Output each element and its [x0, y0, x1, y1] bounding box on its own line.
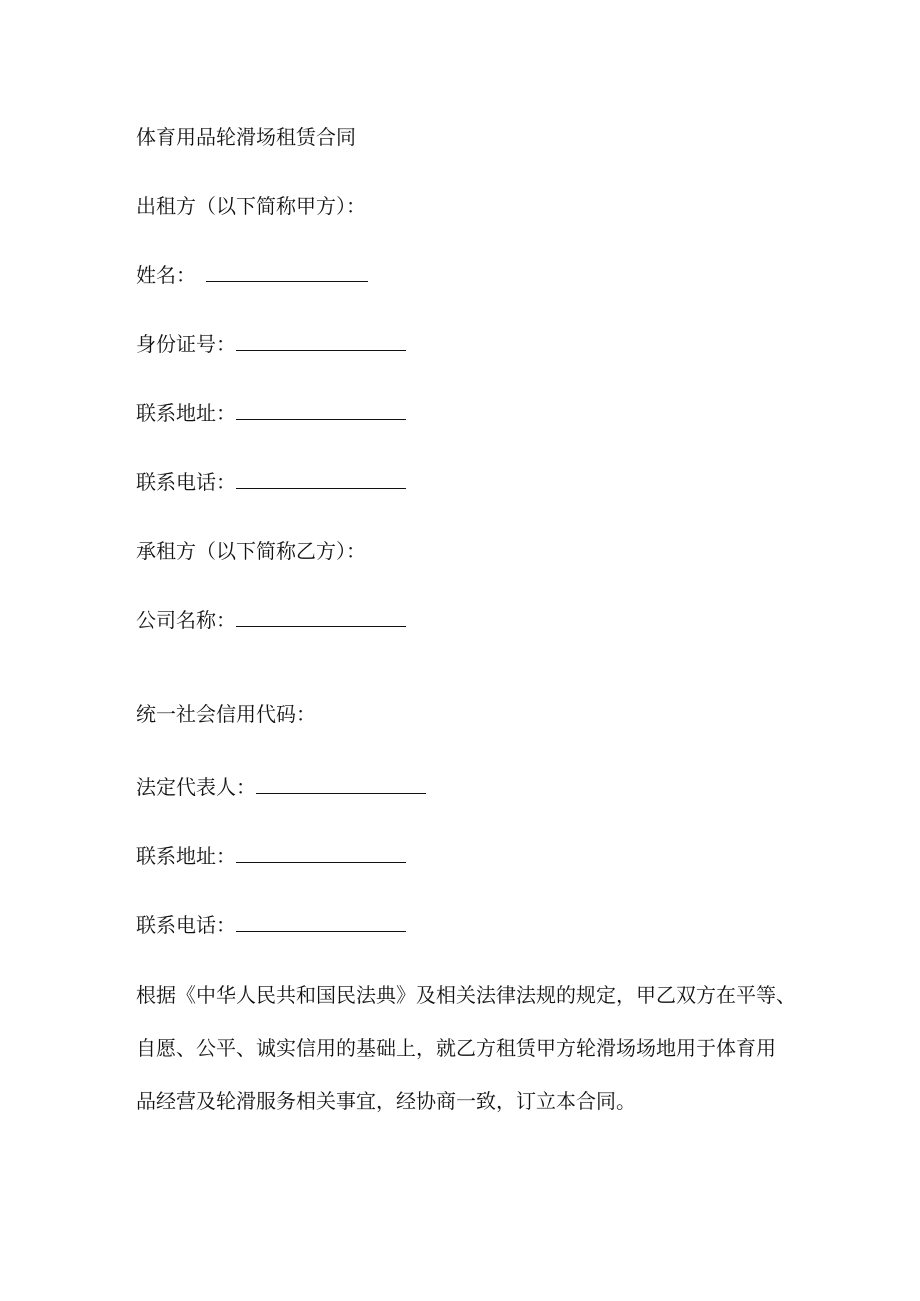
party-a-phone-label: 联系电话： [136, 470, 236, 494]
party-b-phone-label: 联系电话： [136, 913, 236, 937]
preamble-line: 自愿、公平、诚实信用的基础上，就乙方租赁甲方轮滑场场地用于体育用 [136, 1036, 776, 1060]
party-b-company-blank[interactable] [236, 606, 406, 627]
party-a-name-blank[interactable] [206, 261, 368, 282]
party-a-address-row [136, 399, 406, 427]
party-b-address-row [136, 842, 406, 870]
party-b-credit-code-label: 统一社会信用代码： [136, 702, 316, 726]
party-b-address-blank[interactable] [236, 842, 406, 863]
party-b-representative-label: 法定代表人： [136, 775, 256, 799]
party-b-company-label: 公司名称： [136, 608, 236, 632]
party-a-name-label: 姓名： [136, 263, 196, 287]
preamble-paragraph [136, 969, 796, 1128]
document-title: 体育用品轮滑场租赁合同 [136, 125, 356, 149]
party-a-address-blank[interactable] [236, 399, 406, 420]
party-a-id-row [136, 330, 406, 358]
party-a-id-label: 身份证号： [136, 332, 236, 356]
party-b-phone-blank[interactable] [236, 911, 406, 932]
party-b-address-label: 联系地址： [136, 844, 236, 868]
party-b-representative-blank[interactable] [256, 773, 426, 794]
party-a-id-blank[interactable] [236, 330, 406, 351]
party-a-phone-row [136, 468, 406, 496]
party-b-phone-row [136, 911, 406, 939]
party-a-name-row [136, 261, 368, 289]
preamble-line: 品经营及轮滑服务相关事宜，经协商一致，订立本合同。 [136, 1089, 636, 1113]
party-b-heading: 承租方（以下简称乙方）： [136, 539, 366, 563]
party-a-address-label: 联系地址： [136, 401, 236, 425]
party-a-heading: 出租方（以下简称甲方）： [136, 194, 366, 218]
party-a-phone-blank[interactable] [236, 468, 406, 489]
preamble-line: 根据《中华人民共和国民法典》及相关法律法规的规定，甲乙双方在平等、 [136, 983, 796, 1007]
party-b-company-row [136, 606, 406, 634]
party-b-representative-row [136, 773, 426, 801]
